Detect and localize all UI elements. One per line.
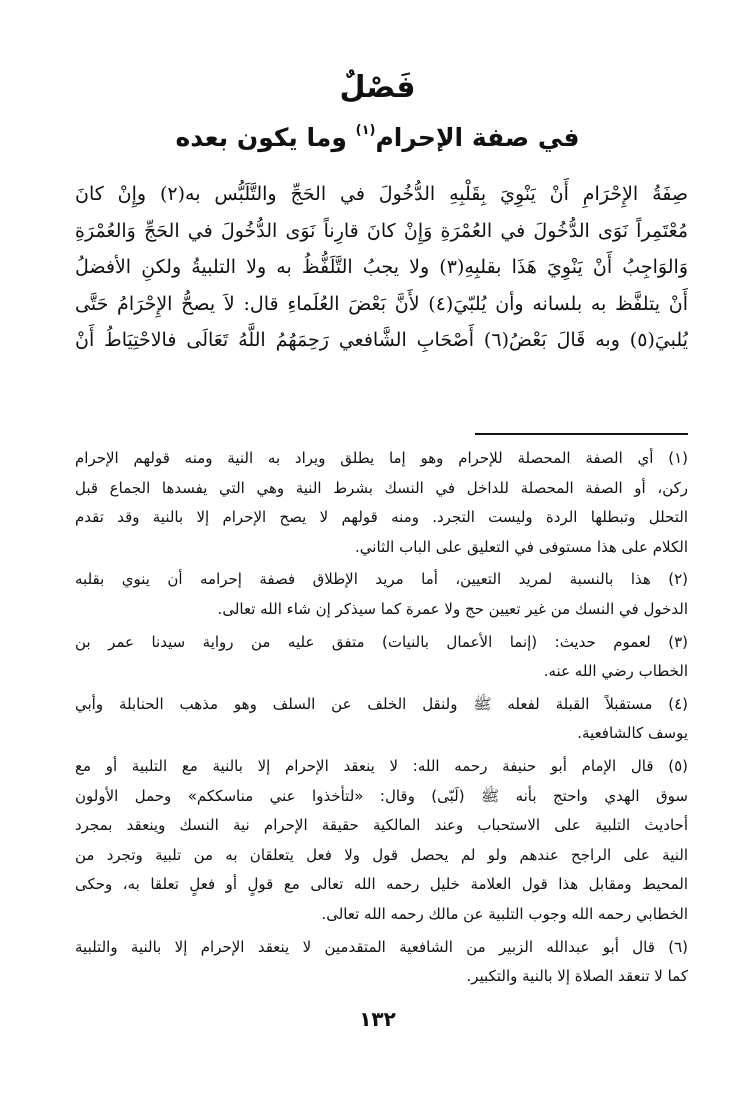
footnote-line: (٢) هذا بالنسبة لمريد التعيين، أما مريد الإطلاق فصفة إحرامه أن ينوي بقلبه <box>75 570 688 589</box>
page-number: ١٣٢ <box>359 1007 396 1031</box>
footnote-3 <box>75 628 688 687</box>
main-text-line: يُلبيَ(٥) وبه قَالَ بَعْضُ(٦) أَصْحَابِ الشَّافعي رَحِمَهُمُ اللَّهُ تَعَالَى فالاحْتِيَاطُ أَنْ <box>75 329 688 352</box>
footnote-2 <box>75 565 688 624</box>
footnote-line: (٣) لعموم حديث: (إنما الأعمال بالنيات) متفق عليه من رواية سيدنا عمر بن <box>75 632 688 651</box>
footnote-5 <box>75 752 688 930</box>
footnote-line: المحيط ومقابل هذا قول العلامة خليل رحمه الله تعالى مع قولٍ أو فعلٍ تعلقا به، وحكى <box>75 875 688 894</box>
footnote-6 <box>75 933 688 992</box>
footnote-line: ركن، أو الصفة المحصلة للداخل في النسك بشرط النية وهي التي يفسدها الجماع قبل <box>75 478 688 497</box>
footnote-line: يوسف كالشافعية. <box>577 724 688 743</box>
footnote-line: الكلام على هذا مستوفى في التعليق على الباب الثاني. <box>355 537 688 556</box>
section-heading: فَصْلٌ <box>339 70 416 105</box>
section-subheading <box>0 118 755 158</box>
footnote-line: (٦) قال أبو عبدالله الزبير من الشافعية المتقدمين لا ينعقد الإحرام إلا بالنية والتلبية <box>75 937 688 956</box>
footnote-line: الخطاب رضي الله عنه. <box>543 662 688 681</box>
footnote-line: سوق الهدي واحتج بأنه ﷺ (لَبّى) وقال: «لتأخذوا عني مناسككم» وحمل الأولون <box>75 786 688 805</box>
footnotes <box>75 444 688 995</box>
footnote-line: النية على الراجح عندهم ولو لم يحصل قول ولا فعل يتعلقان به من تلبية وتجرد من <box>75 845 688 864</box>
footnote-line: الخطابي رحمه الله وجوب التلبية عن مالك رحمه الله تعالى. <box>321 904 688 923</box>
subheading-text: في صفة الإحرام <box>375 123 580 152</box>
footnote-line: (١) أي الصفة المحصلة للإحرام وهو إما يطلق ويراد به النية ومنه قولهم الإحرام <box>75 449 688 467</box>
subheading-text-rest: وما يكون بعده <box>175 123 356 152</box>
main-text <box>75 176 688 359</box>
main-text-line: وَالوَاجِبُ أَنْ يَنْوِيَ هَذَا بقلبِهِ(٣) ولا يجبُ التَّلَفُّظُ به ولا التلبيةُ ولكنِ الأفضلُ <box>75 256 688 279</box>
footnote-line: الدخول في النسك من غير تعيين حج ولا عمرة كما سيذكر إن شاء الله تعالى. <box>217 599 688 618</box>
footnote-line: (٥) قال الإمام أبو حنيفة رحمه الله: لا ينعقد الإحرام إلا بالنية مع التلبية أو مع <box>75 756 688 775</box>
footnote-1 <box>75 444 688 562</box>
footnote-line: كما لا تنعقد الصلاة إلا بالنية والتكبير. <box>466 967 688 986</box>
main-text-line: صِفَةُ الإِحْرَامِ أَنْ يَنْوِيَ بِقَلْبِهِ الدُّخُولَ في الحَجِّ والتَّلَبُّس به(٢) وإِنْ كانَ <box>75 183 688 205</box>
footnote-line: التحلل وتبطلها الردة وليست التجرد. ومنه قولهم لا يصح الإحرام إلا بالنية وقد تقدم <box>75 508 688 527</box>
subheading-footnote-marker: (١) <box>355 123 376 138</box>
footnote-line: أحاديث التلبية على الاستحباب وعند المالكية حقيقة الإحرام نية النسك وينعقد بمجرد <box>75 816 688 835</box>
footnote-line: (٤) مستقبلاً القبلة لفعله ﷺ ولنقل الخلف عن السلف وهو مذهب الحنابلة وأبي <box>75 694 688 713</box>
main-text-line: مُعْتَمِراً نَوَى الدُّخُولَ في العُمْرَةِ وَإِنْ كانَ قارِناً نَوَى الدُّخُولَ في الحَجِّ وَالعُمْرَةِ <box>75 219 688 242</box>
footnote-separator <box>475 433 688 435</box>
main-text-line: أَنْ يتلفَّظ به بلسانه وأن يُلبّيَ(٤) لأَنَّ بَعْضَ العُلَماءِ قال: لاَ يصحُّ الإِحْرَامُ حَتَّى <box>75 292 688 315</box>
footnote-4 <box>75 690 688 749</box>
